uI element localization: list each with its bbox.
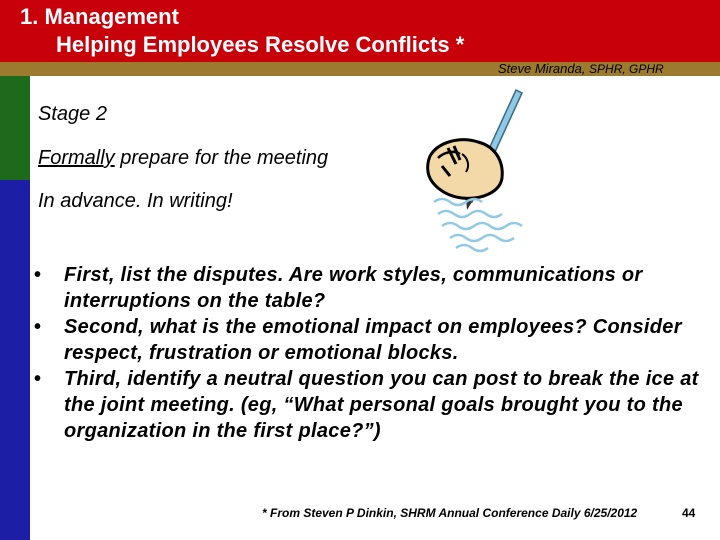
side-accent-green	[0, 76, 30, 180]
slide-number: 44	[682, 506, 696, 520]
author-name: Steve Miranda,	[498, 61, 590, 76]
source-footnote: * From Steven P Dinkin, SHRM Annual Conference Daily 6/25/2012	[262, 506, 638, 520]
title-bar	[0, 0, 720, 62]
advance-line: In advance. In writing!	[38, 190, 233, 212]
bullet-item: • Third, identify a neutral question you can post to break the ice at the joint meeting. (eg, “What personal goals brought you to the organization in the first place?”)	[34, 368, 699, 442]
prepare-text: prepare for the meeting	[114, 147, 329, 169]
slide-title-line2: Helping Employees Resolve Conflicts *	[56, 32, 465, 57]
side-accent-blue	[0, 180, 30, 540]
stage-heading: Stage 2	[38, 103, 107, 125]
prepare-line	[38, 147, 328, 170]
author-credentials: SPHR, GPHR	[589, 62, 664, 76]
hand-writing-with-pen-icon	[420, 84, 540, 256]
slide-title-line1: 1. Management	[20, 4, 179, 29]
author-credit	[498, 61, 664, 76]
bullet-item: • Second, what is the emotional impact on employees? Consider respect, frustration or emotional blocks.	[34, 316, 682, 364]
bullet-list	[34, 262, 720, 444]
formally-word: Formally	[38, 147, 115, 169]
bullet-item: • First, list the disputes. Are work styles, communications or interruptions on the table?	[34, 264, 643, 312]
